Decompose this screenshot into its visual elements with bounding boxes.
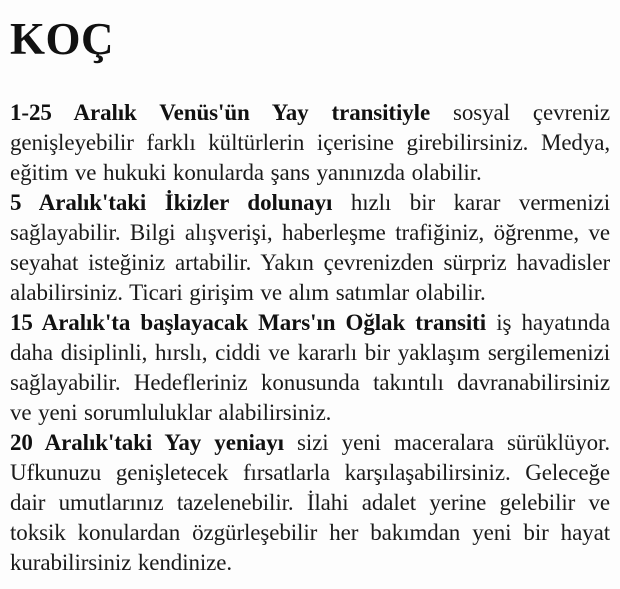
paragraph-lead: 5 Aralık'taki İkizler dolunayı <box>10 190 333 215</box>
paragraph-body: sosyal çevreniz genişleyebilir farklı kültürlerin içerisine girebilirsiniz. Medya, eğitim ve hukuki konularda şans yanınızda olabilir. <box>10 100 610 185</box>
paragraph <box>10 308 610 428</box>
page-title: KOÇ <box>10 14 115 64</box>
paragraph-body: sizi yeni maceralara sürüklüyor. Ufkunuzu genişletecek fırsatlarla karşılaşabilirsiniz. Geleceğe dair umutlarınız tazelenebilir. İlahi adalet yerine gelebilir ve toksik konulardan özgürleşebilir her bakımdan yeni bir hayat kurabilirsiniz kendinize. <box>10 430 610 575</box>
paragraph <box>10 428 610 578</box>
paragraph-lead: 15 Aralık'ta başlayacak Mars'ın Oğlak transiti <box>10 310 487 335</box>
paragraph-lead: 1-25 Aralık Venüs'ün Yay transitiyle <box>10 100 431 125</box>
paragraph-body: hızlı bir karar vermenizi sağlayabilir. Bilgi alışverişi, haberleşme trafiğiniz, öğrenme, ve seyahat isteğiniz artabilir. Yakın çevrenizden sürpriz havadisler alabilirsiniz. Ticari girişim ve alım satımlar olabilir. <box>10 190 610 305</box>
paragraph <box>10 98 610 188</box>
paragraph <box>10 188 610 308</box>
paragraph-lead: 20 Aralık'taki Yay yeniayı <box>10 430 284 455</box>
paragraph-body: iş hayatında daha disiplinli, hırslı, ciddi ve kararlı bir yaklaşım sergilemenizi sağlayabilir. Hedefleriniz konusunda takıntılı davranabilirsiniz ve yeni sorumluluklar alabilirsiniz. <box>10 310 611 425</box>
horoscope-text <box>10 98 610 578</box>
